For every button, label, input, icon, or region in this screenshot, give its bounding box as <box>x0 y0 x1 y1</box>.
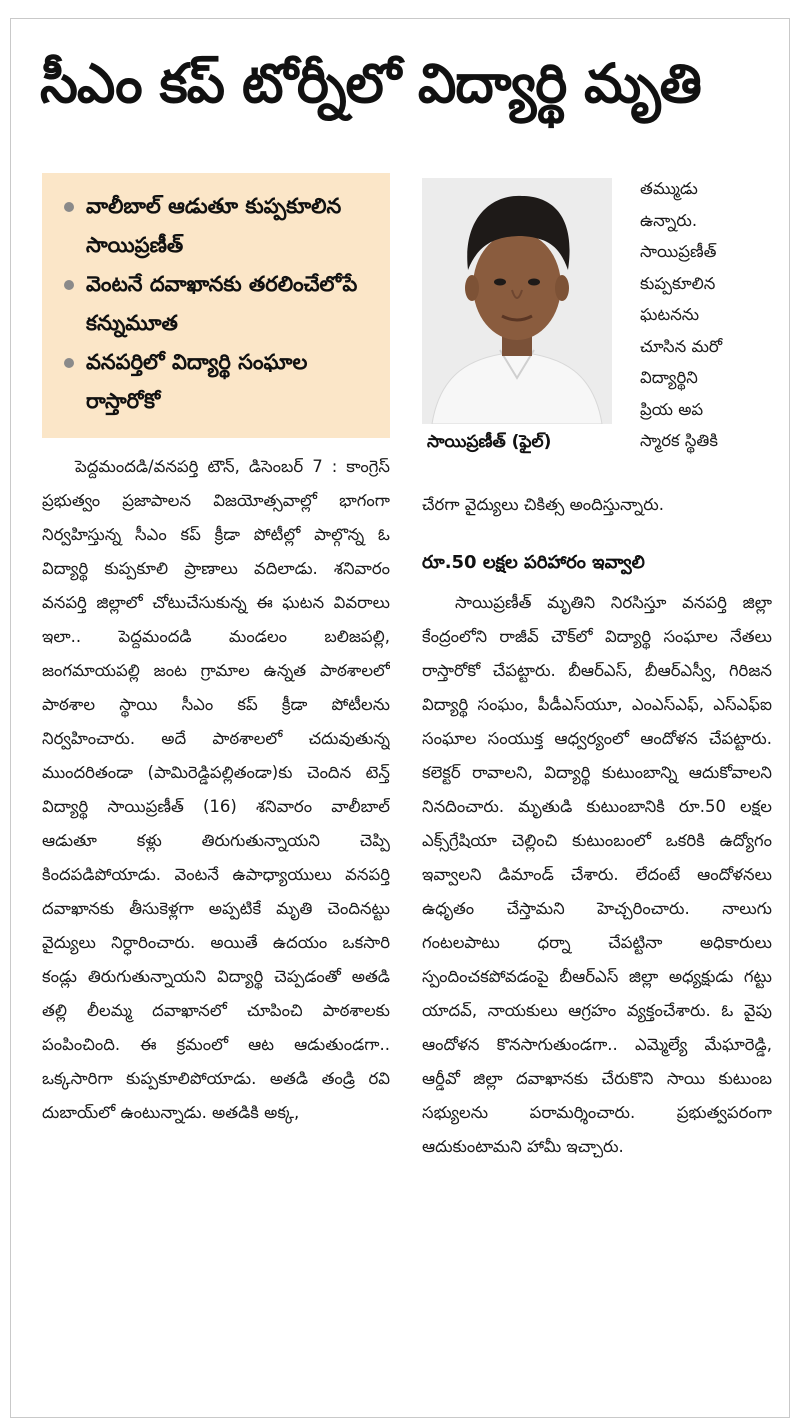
body-left-column: పెద్దమందడి/వనపర్తి టౌన్, డిసెంబర్ 7 : కాంగ్రెస్ ప్రభుత్వం ప్రజాపాలన విజయోత్సవాల్లో భాగంగా నిర్వహిస్తున్న సీఎం కప్ క్రీడా పోటీల్లో పాల్గొన్న ఓ విద్యార్థి కుప్పకూలి ప్రాణాలు వదిలాడు. శనివారం వనపర్తి జిల్లాలో చోటుచేసుకున్న ఈ ఘటన వివరాలు ఇలా.. పెద్దమందడి మండలం బలిజపల్లి, జంగమాయపల్లి జంట గ్రామాల ఉన్నత పాఠశాలలో పాఠశాల స్థాయి సీఎం కప్ క్రీడా పోటీలను నిర్వహించారు. అదే పాఠశాలలో చదువుతున్న ముందరితండా (పామిరెడ్డిపల్లితండా)కు చెందిన టెన్త్ విద్యార్థి సాయిప్రణీత్ (16) శనివారం వాలీబాల్ ఆడుతూ కళ్లు తిరుగుతున్నాయని చెప్పి కిందపడిపోయాడు. వెంటనే ఉపాధ్యాయులు వనపర్తి దవాఖానకు తీసుకెళ్లగా అప్పటికే మృతి చెందినట్టు వైద్యులు నిర్ధారించారు. అయితే ఉదయం ఒకసారి కండ్లు తిరుగుతున్నాయని విద్యార్థి చెప్పడంతో అతడి తల్లి లీలమ్మ దవాఖానలో చూపించి పాఠశాలకు పంపించింది. ఈ క్రమంలో ఆట ఆడుతుండగా.. ఒక్కసారిగా కుప్పకూలిపోయాడు. అతడి తండ్రి రవి దుబాయ్‌లో ఉంటున్నాడు. అతడికి అక్క, <box>42 457 390 1122</box>
bullet-icon <box>64 358 74 368</box>
highlight-text: వనపర్తిలో విద్యార్థి సంఘాల రాస్తారోకో <box>86 350 308 413</box>
highlights-box <box>42 173 390 438</box>
student-photo <box>422 178 612 424</box>
photo-caption: సాయిప్రణీత్ (ఫైల్) <box>427 432 552 452</box>
text-line: స్మారక స్థితికి <box>640 431 718 450</box>
subheading: రూ.50 లక్షల పరిహారం ఇవ్వాలి <box>422 552 645 573</box>
text-line: ఘటనను <box>640 305 700 324</box>
portrait-image <box>422 178 612 424</box>
text-line: విద్యార్థిని <box>640 368 698 387</box>
continued-text-line: చేరగా వైద్యులు చికిత్స అందిస్తున్నారు. <box>422 495 664 514</box>
text-line: ప్రియ అప <box>640 399 704 419</box>
text-line: తమ్ముడు <box>640 179 698 198</box>
highlight-item <box>64 343 378 421</box>
highlight-text: వెంటనే దవాఖానకు తరలించేలోపే కన్నుమూత <box>86 272 358 335</box>
text-line: చూసిన మరో <box>640 336 723 356</box>
highlight-text: వాలీబాల్ ఆడుతూ కుప్పకూలిన సాయిప్రణీత్ <box>86 194 342 257</box>
text-line: సాయిప్రణీత్ <box>640 242 717 261</box>
highlight-item <box>64 265 378 343</box>
bullet-icon <box>64 280 74 290</box>
highlight-item <box>64 187 378 265</box>
bullet-icon <box>64 202 74 212</box>
text-line: ఉన్నారు. <box>640 210 698 230</box>
right-narrow-column <box>640 173 768 457</box>
text-line: కుప్పకూలిన <box>640 273 716 293</box>
body-right-column: సాయిప్రణీత్ మృతిని నిరసిస్తూ వనపర్తి జిల్లా కేంద్రంలోని రాజీవ్ చౌక్‌లో విద్యార్థి సంఘాల నేతలు రాస్తారోకో చేపట్టారు. బీఆర్ఎస్, బీఆర్ఎస్వీ, గిరిజన విద్యార్థి సంఘం, పీడీఎస్‌యూ, ఎంఎస్ఎఫ్, ఎస్ఎఫ్ఐ సంఘాల సంయుక్త ఆధ్వర్యంలో ఆందోళన చేపట్టారు. కలెక్టర్ రావాలని, విద్యార్థి కుటుంబాన్ని ఆదుకోవాలని నినదించారు. మృతుడి కుటుంబానికి రూ.50 లక్షల ఎక్స్‌గ్రేషియా చెల్లించి కుటుంబంలో ఒకరికి ఉద్యోగం ఇవ్వాలని డిమాండ్ చేశారు. లేదంటే ఆందోళనలు ఉధృతం చేస్తామని హెచ్చరించారు. నాలుగు గంటలపాటు ధర్నా చేపట్టినా అధికారులు స్పందించకపోవడంపై బీఆర్ఎస్ జిల్లా అధ్యక్షుడు గట్టు యాదవ్, నాయకులు ఆగ్రహం వ్యక్తంచేశారు. ఓ వైపు ఆందోళన కొనసాగుతుండగా.. ఎమ్మెల్యే మేఘారెడ్డి, ఆర్డీవో జిల్లా దవాఖానకు చేరుకొని సాయి కుటుంబ సభ్యులను పరామర్శించారు. ప్రభుత్వపరంగా ఆదుకుంటామని హామీ ఇచ్చారు. <box>422 593 772 1156</box>
headline: సీఎం కప్ టోర్నీలో విద్యార్థి మృతి <box>40 52 701 115</box>
